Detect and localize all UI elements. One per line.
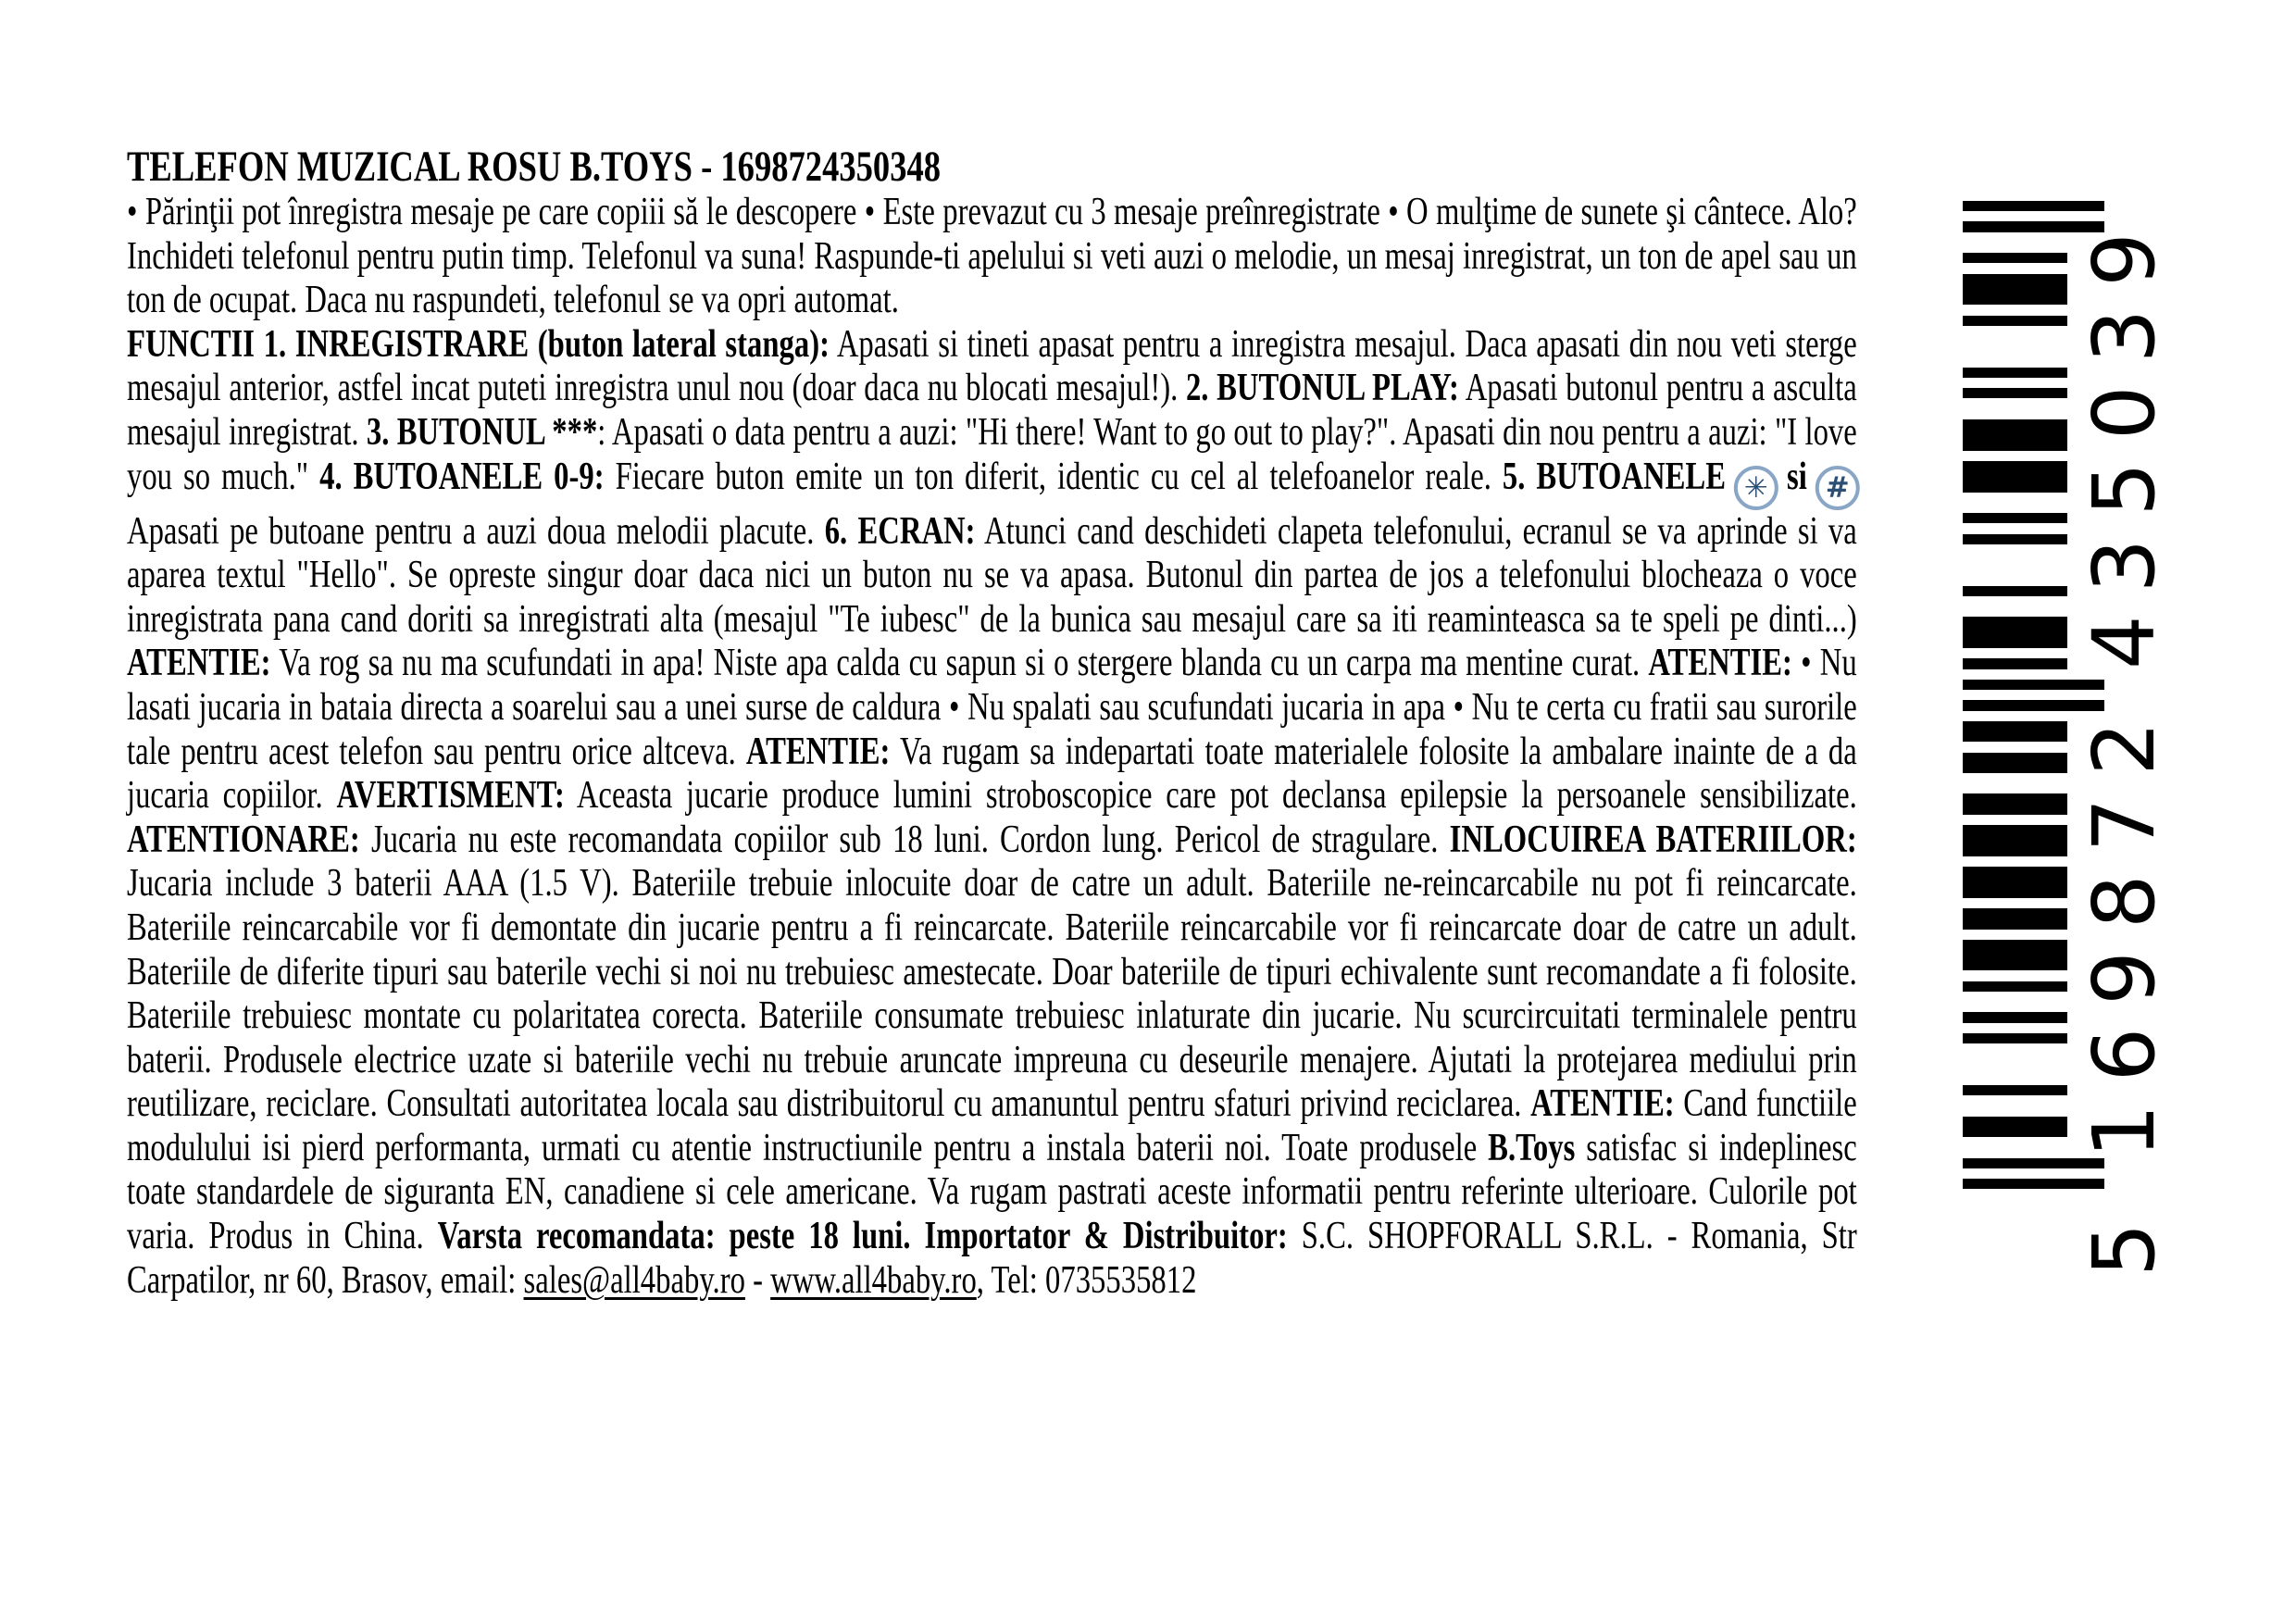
barcode-gap [1963, 1043, 2067, 1085]
bold-segment: ATENTIE: [1648, 642, 1792, 685]
bold-segment: AVERTISMENT: [336, 774, 565, 818]
barcode-gap [1963, 398, 2067, 418]
barcode-digit: 6 [2075, 1027, 2174, 1082]
barcode-gap [1963, 1168, 2067, 1179]
text-segment: Apasati pe butoane pentru a auzi doua melodii placute. [127, 509, 825, 553]
barcode-bar [1963, 1117, 2067, 1137]
barcode-bar [1963, 753, 2067, 773]
bold-segment: INLOCUIREA BATERIILOR: [1449, 818, 1857, 861]
bold-segment: 5. BUTOANELE [1502, 455, 1737, 498]
barcode-bar [1963, 867, 2067, 898]
text-segment [911, 1215, 925, 1257]
barcode-bar [1963, 981, 2067, 992]
text-segment: S.C. SHOPFORALL S.R.L. - Romania, Str Carpatilor, nr 60, Brasov, email: [127, 1215, 1857, 1302]
barcode-gap [1963, 648, 2067, 658]
barcode-gap [1963, 596, 2067, 617]
barcode-gap [1963, 992, 2067, 1012]
barcode-bar [1963, 1085, 2067, 1095]
barcode-gap [1963, 378, 2067, 388]
bold-segment: Importator & Distribuitor: [924, 1215, 1288, 1258]
text-segment: Apasati si tineti apasat pentru a inregistra mesajul. Daca apasati din nou veti sterge mesajul anterior, astfel incat puteti inregistra unul nou (doar daca nu blocati mesajul!). [127, 322, 1857, 410]
barcode-gap [1963, 232, 2067, 253]
barcode-bar [1963, 419, 2067, 451]
text-segment: • Părinţii pot înregistra mesaje pe care copiii să le descopere • Este prevazut cu 3 mesaje preînregistrate • O mulţime de sunete şi cântece. Alo? Inchideti telefonul pentru putin timp. Telefonul va suna! Raspunde-ti apelului si veti auzi o melodie, un mesaj inregistrat, un ton de apel sau un ton de ocupat. Daca nu raspundeti, telefonul se va opri automat. [127, 191, 1857, 322]
text-segment: Fiecare buton emite un ton diferit, identic cu cel al telefoanelor reale. [604, 455, 1503, 498]
barcode-gap [1963, 305, 2067, 315]
bold-segment: 2. BUTONUL PLAY: [1185, 367, 1459, 410]
barcode-digit: 3 [2075, 538, 2174, 593]
barcode-gap [1963, 1095, 2067, 1116]
barcode-digit: 0 [2075, 385, 2174, 440]
barcode-gap [1963, 815, 2067, 825]
bold-segment: 3. BUTONUL *** [366, 410, 598, 454]
barcode-digit: 2 [2075, 721, 2174, 776]
bold-segment: FUNCTII 1. INREGISTRARE (buton lateral stanga): [127, 322, 830, 366]
barcode-bar [1963, 700, 2104, 710]
barcode-right-digit-group [2075, 232, 2174, 669]
barcode-bar [1963, 793, 2067, 814]
barcode-left-digit-group [2075, 721, 2174, 1158]
barcode-bar [1963, 513, 2067, 523]
instructions-paragraph [127, 323, 1857, 1303]
bold-segment: B.Toys [1488, 1126, 1576, 1169]
intro-paragraph [127, 191, 1857, 323]
barcode-bar [1963, 721, 2067, 742]
text-segment: Atunci cand deschideti clapeta telefonului, ecranul se va aprinde si va aparea textul "Hello". Se opreste singur doar daca nici un buton nu se va apasa. Butonul din partea de jos a telefonului blocheaza o voce inregistrata pana cand doriti sa inregistrati alta (mesajul "Te iubesc" de la bunica sau mesajul care sa iti reaminteasca sa te speli pe dinti...) [127, 509, 1857, 641]
text-segment: satisfac si indeplinesc toate standardele de siguranta EN, canadiene si cele americane. Va rugam pastrati aceste informatii pentru referinte ulterioare. Culorile pot varia. Produs in China. [127, 1126, 1857, 1258]
barcode-bar [1963, 221, 2104, 231]
text-segment: Apasati butonul pentru a asculta mesajul inregistrat. [127, 367, 1857, 454]
bold-segment: ATENTIE: [1530, 1082, 1675, 1126]
bold-segment: ATENTIONARE: [127, 818, 360, 861]
barcode-gap [1963, 930, 2067, 940]
barcode-bar [1963, 1158, 2104, 1168]
barcode-bar [1963, 368, 2067, 378]
barcode-bar [1963, 253, 2067, 263]
barcode-digit: 1 [2075, 1104, 2174, 1158]
text-segment: : Apasati o data pentru a auzi: "Hi there! Want to go out to play?". Apasati din nou pentru a auzi: "I love you so much." [127, 410, 1857, 498]
bold-segment: si [1776, 455, 1818, 498]
text-segment: , Tel: 0735535812 [976, 1258, 1197, 1302]
barcode-bar [1963, 534, 2067, 544]
link-text: www.all4baby.ro [770, 1258, 977, 1302]
bold-segment: 4. BUTOANELE 0-9: [319, 455, 605, 498]
barcode-gap [1963, 711, 2067, 721]
barcode-gap [1963, 211, 2067, 221]
barcode-bar [1963, 1033, 2067, 1043]
ean-barcode [1963, 201, 2296, 1368]
text-segment: Aceasta jucarie produce lumini stroboscopice care pot declansa epilepsie la persoanele sensibilizate. [564, 774, 1857, 818]
barcode-gap [1963, 326, 2067, 368]
asterisk-key-icon: ✳ [1734, 466, 1778, 510]
barcode-first-digit: 5 [2075, 1222, 2174, 1277]
barcode-digit: 9 [2075, 951, 2174, 1006]
barcode-gap [1963, 1023, 2067, 1033]
label-text-column [127, 144, 1857, 1303]
barcode-gap [1963, 493, 2067, 513]
barcode-bar [1963, 617, 2067, 648]
text-segment: Jucaria include 3 baterii AAA (1.5 V). Bateriile trebuie inlocuite doar de catre un adult. Bateriile ne-reincarcabile nu pot fi reincarcate. Bateriile reincarcabile vor fi demontate din jucarie pentru a fi reincarcate. Bateriile reincarcabile vor fi reincarcate doar de catre un adult. Bateriile de diferite tipuri sau baterile vechi si noi nu trebuiesc amestecate. Doar bateriile de tipuri echivalente sunt recomandate a fi folosite. Bateriile trebuiesc montate cu polaritatea corecta. Bateriile consumate trebuiesc inlaturate din jucarie. Nu scurcircuitati terminalele pentru baterii. Produsele electrice uzate si bateriile vechi nu trebuie aruncate impreuna cu deseurile menajere. Ajutati la protejarea mediului prin reutilizare, reciclare. Consultati autoritatea locala sau distribuitorul cu amanuntul pentru sfaturi privind reciclarea. [127, 862, 1857, 1126]
barcode-bar [1963, 274, 2067, 306]
bold-segment: 6. ECRAN: [824, 509, 976, 553]
barcode-gap [1963, 773, 2067, 793]
barcode-bar [1963, 586, 2067, 596]
barcode-gap [1963, 690, 2067, 700]
barcode-gap [1963, 669, 2067, 680]
hash-key-icon: # [1816, 466, 1860, 510]
barcode-gap [1963, 970, 2067, 981]
barcode-bar [1963, 461, 2067, 493]
barcode-bar [1963, 316, 2067, 326]
barcode-digit: 9 [2075, 232, 2174, 287]
barcode-digit: 8 [2075, 874, 2174, 929]
barcode-digit: 3 [2075, 308, 2174, 364]
barcode-bar [1963, 940, 2067, 971]
barcode-gap [1963, 544, 2067, 586]
bold-segment: Varsta recomandata: peste 18 luni. [437, 1215, 911, 1258]
barcode-bar [1963, 1179, 2104, 1189]
barcode-bar [1963, 1012, 2067, 1022]
barcode-gap [1963, 263, 2067, 273]
barcode-gap [1963, 856, 2067, 867]
bold-segment: ATENTIE: [745, 730, 891, 773]
text-segment: • Nu lasati jucaria in bataia directa a soarelui sau a unei surse de caldura • Nu spalati sau scufundati jucaria in apa • Nu te certa cu fratii sau surorile tale pentru acest telefon sau pentru orice altceva. [127, 642, 1857, 773]
barcode-gap [1963, 898, 2067, 908]
barcode-bar [1963, 658, 2067, 668]
barcode-digit: 4 [2075, 615, 2174, 669]
text-segment: Jucaria nu este recomandata copiilor sub 18 luni. Cordon lung. Pericol de stragulare. [359, 818, 1450, 861]
text-segment: Cand functiile modulului isi pierd performanta, urmati cu atentie instructiunile pentru a instala baterii noi. Toate produsele [127, 1082, 1857, 1169]
barcode-gap [1963, 523, 2067, 533]
barcode-bar [1963, 388, 2067, 398]
barcode-gap [1963, 1137, 2067, 1157]
text-segment: - [744, 1258, 771, 1302]
barcode-gap [1963, 742, 2067, 752]
barcode-gap [1963, 451, 2067, 461]
product-title: TELEFON MUZICAL ROSU B.TOYS - 1698724350348 [127, 143, 942, 191]
text-segment: Va rog sa nu ma scufundati in apa! Niste apa calda cu sapun si o stergere blanda cu un carpa ma mentine curat. [270, 642, 1649, 685]
barcode-bar [1963, 680, 2104, 690]
text-segment: Va rugam sa indepartati toate materialele folosite la ambalare inainte de a da jucaria copiilor. [127, 730, 1857, 818]
barcode-digit: 5 [2075, 462, 2174, 517]
barcode-bar [1963, 201, 2104, 211]
barcode-digit: 7 [2075, 797, 2174, 853]
barcode-bar [1963, 825, 2067, 856]
bold-segment: ATENTIE: [127, 642, 271, 685]
barcode-bar [1963, 908, 2067, 929]
link-text: sales@all4baby.ro [523, 1258, 745, 1302]
